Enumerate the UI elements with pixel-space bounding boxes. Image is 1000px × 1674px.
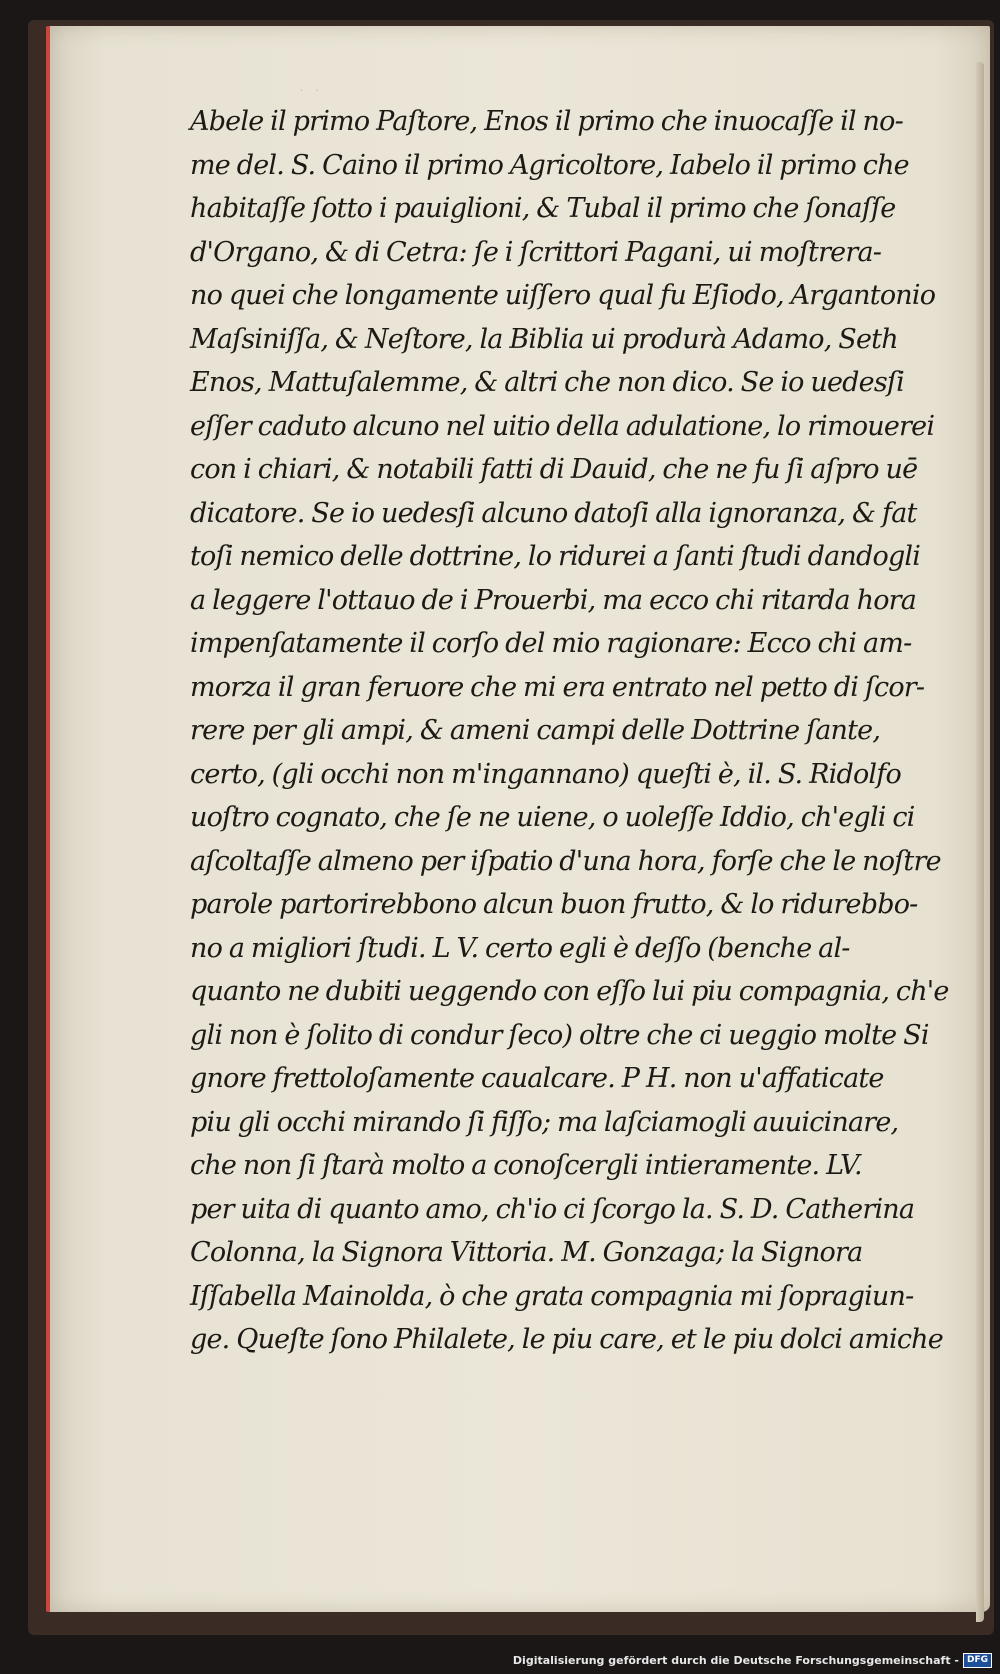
dfg-logo-icon: DFG	[963, 1653, 992, 1668]
text-line: piu gli occhi mirando ſi fiſſo; ma laſciamogli auuicinare,	[190, 1106, 899, 1138]
text-line: morza il gran feruore che mi era entrato nel petto di ſcor-	[190, 671, 925, 703]
text-line: uoſtro cognato, che ſe ne uiene, o uoleſſe Iddio, ch'egli ci	[190, 802, 915, 833]
text-line: quanto ne dubiti ueggendo con eſſo lui piu compagnia, ch'e	[190, 976, 949, 1007]
page-edge	[976, 62, 984, 1622]
text-line: gli non è ſolito di condur ſeco) oltre che ci ueggio molte Si	[190, 1019, 929, 1051]
text-line: me del. S. Caino il primo Agricoltore, Iabelo il primo che	[190, 149, 909, 181]
text-line: d'Organo, & di Cetra: ſe i ſcrittori Pagani, ui moſtrera-	[190, 236, 882, 268]
text-line: habitaſſe ſotto i pauiglioni, & Tubal il primo che ſonaſſe	[190, 193, 896, 224]
text-line: che non ſi ſtarà molto a conoſcergli intieramente. LV.	[190, 1150, 862, 1181]
text-line: Maſsiniſſa, & Neſtore, la Biblia ui produrà Adamo, Seth	[190, 323, 898, 355]
text-line: parole partorirebbono alcun buon frutto, & lo ridurebbo-	[190, 889, 918, 920]
text-line: ge. Queſte ſono Philalete, le piu care, et le piu dolci amiche	[190, 1324, 943, 1355]
page-text-block	[190, 100, 949, 1362]
text-line: Enos, Mattuſalemme, & altri che non dico. Se io uedesſi	[190, 367, 904, 398]
text-line: certo, (gli occhi non m'ingannano) queſti è, il. S. Ridolfo	[190, 758, 901, 790]
text-line: eſſer caduto alcuno nel uitio della adulatione, lo rimouerei	[190, 410, 935, 442]
text-line: impenſatamente il corſo del mio ragionare: Ecco chi am-	[190, 628, 912, 659]
text-line: no quei che longamente uiſſero qual fu Eſiodo, Argantonio	[190, 280, 936, 311]
text-line: Abele il primo Paſtore, Enos il primo che inuocaſſe il no-	[190, 106, 903, 137]
text-line: Colonna, la Signora Vittoria. M. Gonzaga; la Signora	[190, 1237, 863, 1268]
text-line: dicatore. Se io uedesſi alcuno datoſi alla ignoranza, & fat	[190, 497, 917, 529]
text-line: per uita di quanto amo, ch'io ci ſcorgo la. S. D. Catherina	[190, 1193, 915, 1225]
text-line: gnore frettoloſamente caualcare. P H. non u'affaticate	[190, 1063, 884, 1094]
text-line: toſi nemico delle dottrine, lo ridurei a ſanti ſtudi dandogli	[190, 541, 921, 572]
text-line: con i chiari, & notabili fatti di Dauid, che ne fu ſi aſpro uē	[190, 454, 918, 485]
text-line: Iſſabella Mainolda, ò che grata compagnia mi ſopragiun-	[190, 1280, 914, 1312]
digitization-footer	[513, 1653, 992, 1668]
page-smudge: ˙ ˙	[298, 88, 323, 104]
text-line: aſcoltaſſe almeno per iſpatio d'una hora, forſe che le noſtre	[190, 845, 941, 877]
text-line: a leggere l'ottauo de i Prouerbi, ma ecco chi ritarda hora	[190, 584, 917, 616]
footer-credit-text: Digitalisierung gefördert durch die Deutsche Forschungsgemeinschaft -	[512, 1654, 959, 1667]
text-line: rere per gli ampi, & ameni campi delle Dottrine ſante,	[190, 715, 881, 746]
text-line: no a migliori ſtudi. L V. certo egli è deſſo (benche al-	[190, 932, 850, 964]
